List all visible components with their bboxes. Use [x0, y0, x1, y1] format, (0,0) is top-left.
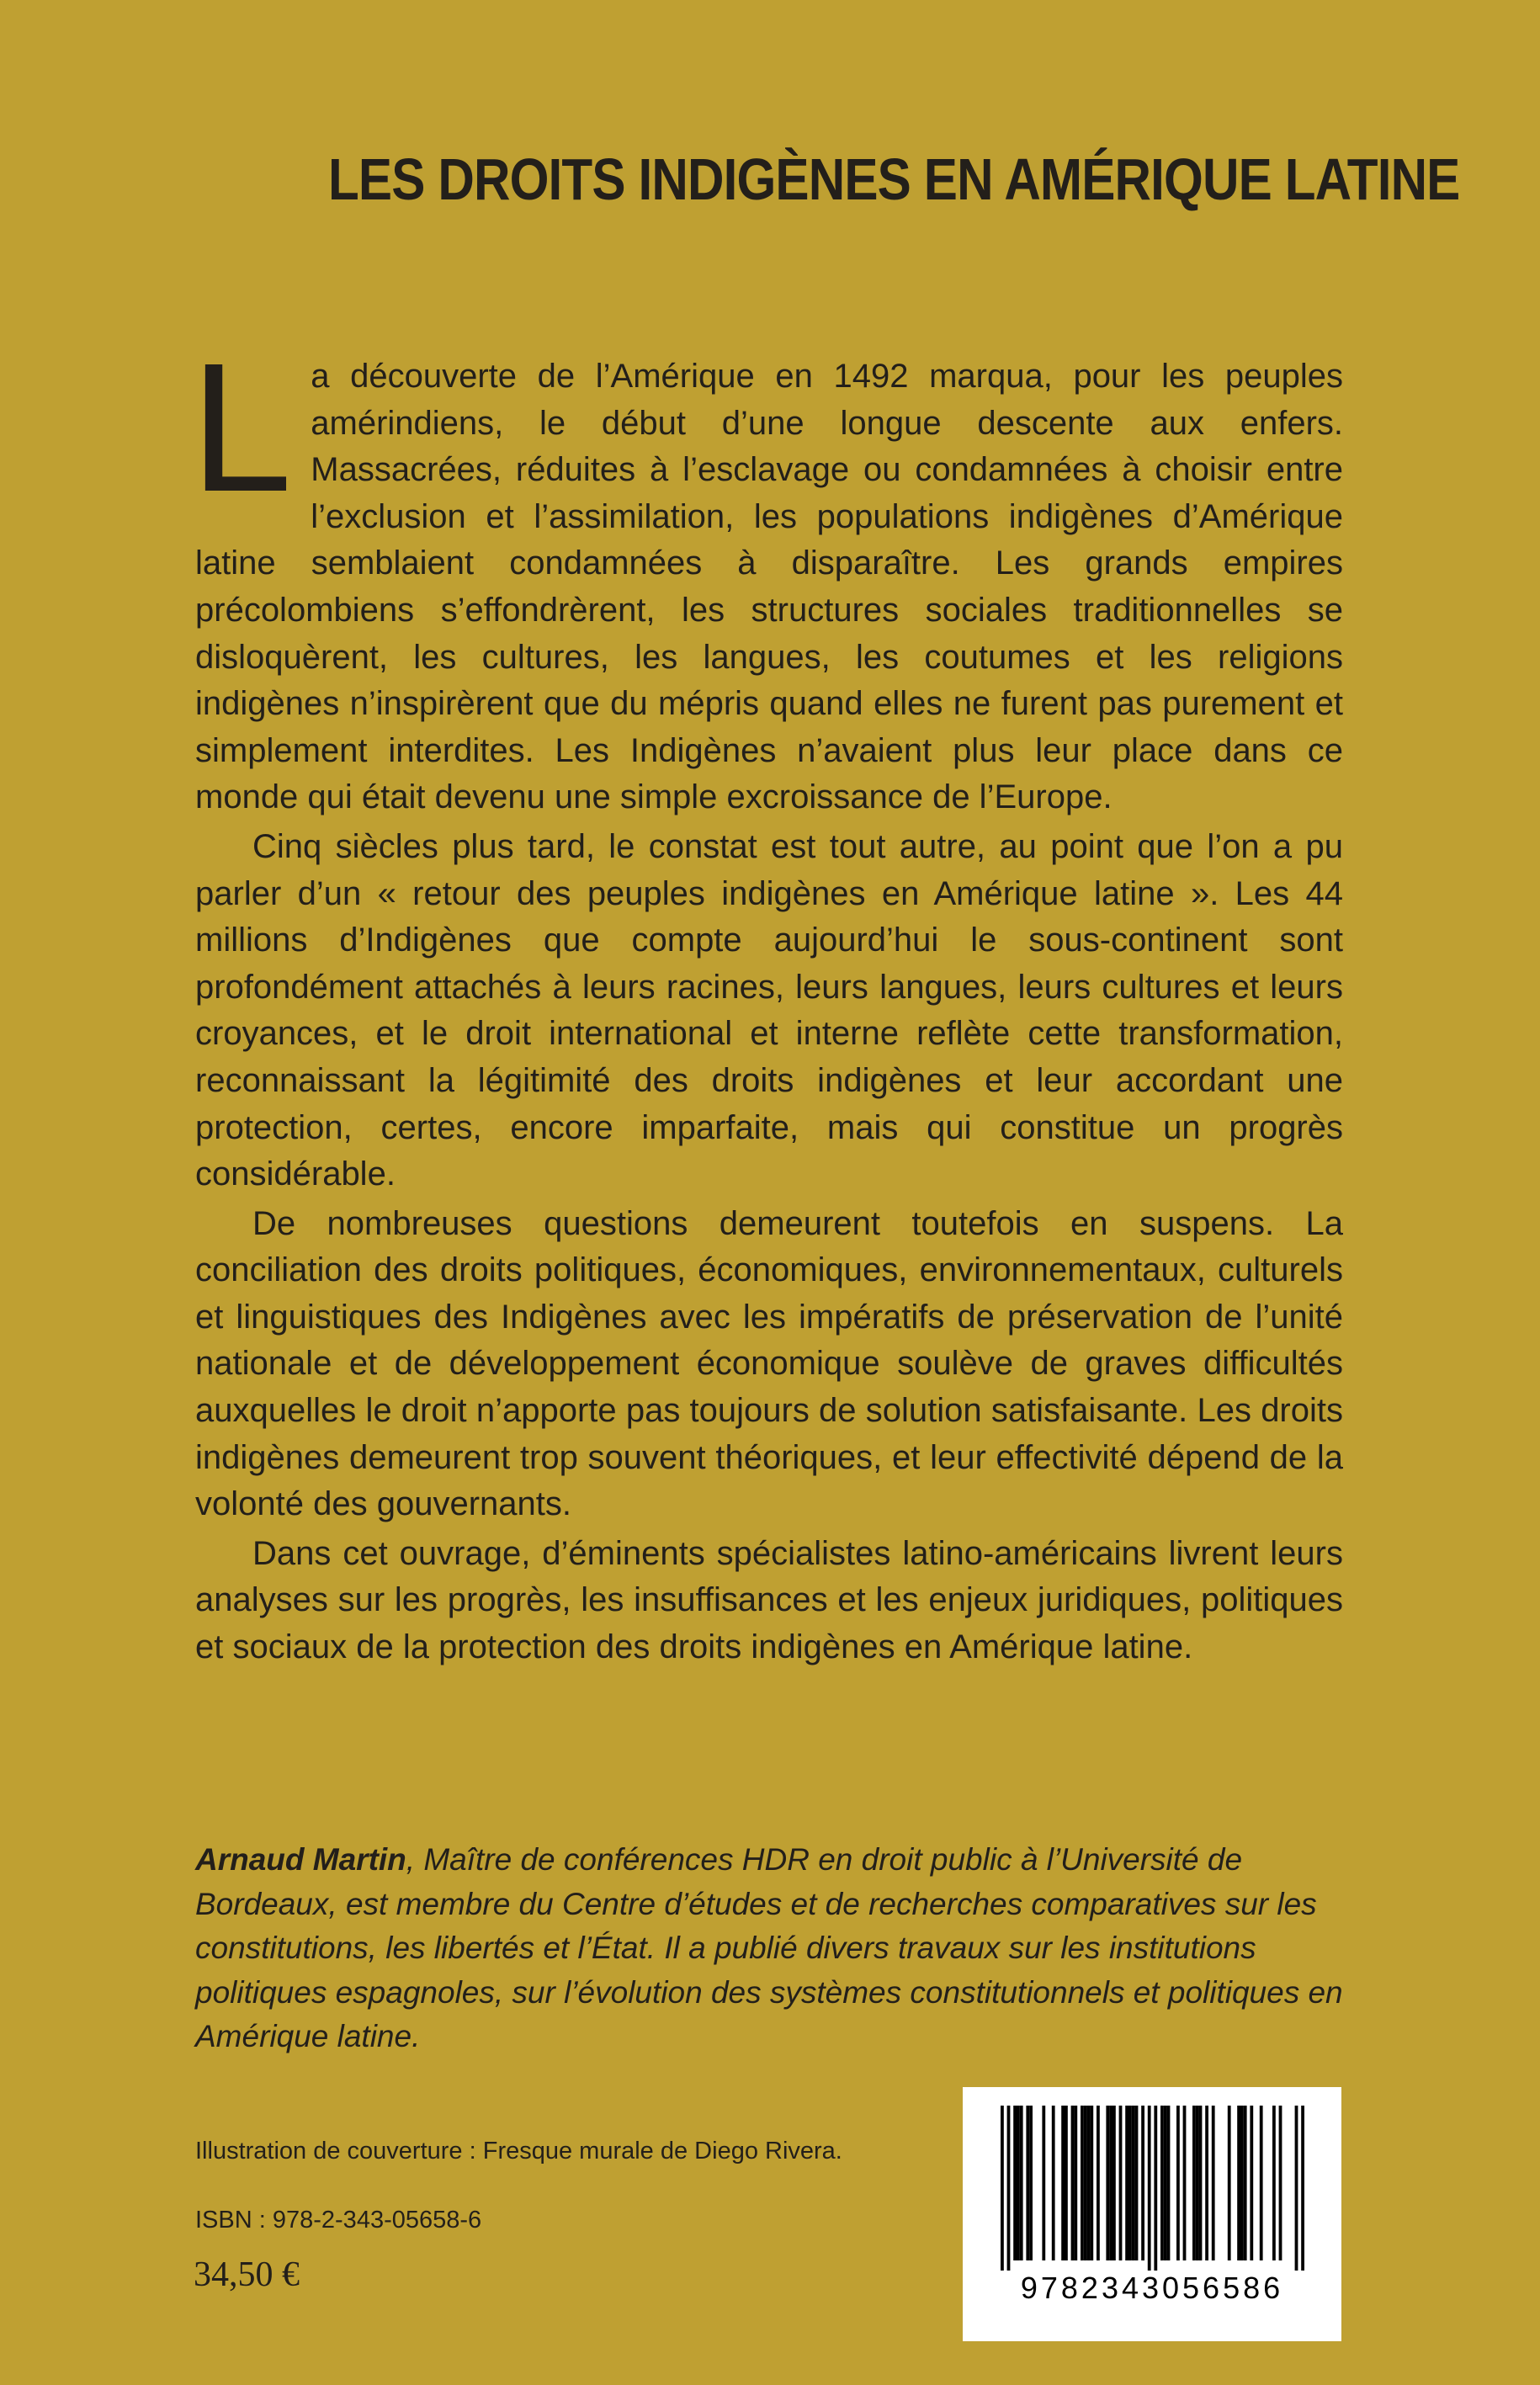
- barcode-bar: [1097, 2106, 1100, 2260]
- barcode-digits: 9782343056586: [1020, 2271, 1284, 2305]
- barcode: [963, 2087, 1341, 2341]
- author-bio-text: , Maître de conférences HDR en droit public à l’Université de Bordeaux, est membre du Centre d’études et de recherches comparatives sur les constitutions, les libertés et l’État. Il a publié divers travaux sur les institutions politiques espagnoles, sur l’évolution des systèmes constitutionnels et politiques en Amérique latine.: [195, 1842, 1343, 2053]
- barcode-bar: [1113, 2106, 1116, 2260]
- summary-paragraph-4: Dans cet ouvrage, d’éminents spécialistes latino-américains livrent leurs analyses sur les progrès, les insuffisances et les enjeux juridiques, politiques et sociaux de la protection des droits indigènes en Amérique latine.: [195, 1534, 1343, 1666]
- barcode-bar: [1084, 2106, 1087, 2260]
- barcode-bar: [1109, 2106, 1113, 2260]
- barcode-bar: [1176, 2106, 1180, 2260]
- barcode-bar: [1228, 2106, 1231, 2260]
- barcode-bars: [963, 2087, 1341, 2272]
- barcode-bar: [1081, 2106, 1084, 2260]
- barcode-bar: [1052, 2106, 1055, 2260]
- barcode-bar: [1295, 2106, 1298, 2271]
- barcode-bar: [1205, 2106, 1208, 2260]
- price: 34,50 €: [194, 2255, 300, 2294]
- barcode-bar: [1090, 2106, 1093, 2260]
- barcode-bar: [1128, 2106, 1132, 2260]
- barcode-bar: [1196, 2106, 1199, 2260]
- barcode-bar: [1212, 2106, 1215, 2260]
- barcode-bar: [1119, 2106, 1123, 2260]
- author-name: Arnaud Martin: [195, 1842, 406, 1877]
- barcode-bar: [1013, 2106, 1017, 2260]
- barcode-bar: [1074, 2106, 1077, 2260]
- barcode-bar: [1106, 2106, 1109, 2260]
- barcode-bar: [1167, 2106, 1171, 2260]
- barcode-bar: [1132, 2106, 1135, 2260]
- barcode-bar: [1183, 2106, 1187, 2260]
- barcode-bar: [1065, 2106, 1068, 2260]
- barcode-bar: [1007, 2106, 1011, 2271]
- barcode-bar: [1244, 2106, 1247, 2260]
- barcode-bar: [1071, 2106, 1075, 2260]
- summary-paragraph-1-text: a découverte de l’Amérique en 1492 marqua, pour les peuples amérindiens, le début d’une longue descente aux enfers. Massacrées, réduites à l’esclavage ou condamnées à choisir entre l’exclusion et l’assimilation, les populations indigènes d’Amérique latine semblaient condamnées à disparaître. Les grands empires précolombiens s’effondrèrent, les structures sociales traditionnelles se disloquèrent, les cultures, les langues, les coutumes et les religions indigènes n’inspirèrent que du mépris quand elles ne furent pas purement et simplement interdites. Les Indigènes n’avaient plus leur place dans ce monde qui était devenu une simple excroissance de l’Europe.: [195, 358, 1343, 816]
- barcode-bar: [1125, 2106, 1128, 2260]
- drop-cap-letter: L: [190, 326, 293, 530]
- barcode-bar: [1199, 2106, 1203, 2260]
- barcode-bar: [1154, 2106, 1157, 2271]
- barcode-bar: [1135, 2106, 1139, 2260]
- barcode-bar: [1087, 2106, 1091, 2260]
- barcode-bar: [1237, 2106, 1240, 2260]
- barcode-bar: [1029, 2106, 1033, 2260]
- barcode-bar: [1279, 2106, 1282, 2260]
- barcode-bar: [1164, 2106, 1167, 2260]
- barcode-bar: [1001, 2106, 1004, 2271]
- barcode-bar: [1141, 2106, 1144, 2260]
- book-title: LES DROITS INDIGÈNES EN AMÉRIQUE LATINE: [328, 146, 1460, 212]
- back-cover-summary: [190, 326, 1343, 1671]
- barcode-bar: [1192, 2106, 1196, 2260]
- barcode-bar: [1042, 2106, 1045, 2260]
- barcode-bar: [1250, 2106, 1253, 2260]
- summary-paragraph-3: De nombreuses questions demeurent toutefois en suspens. La conciliation des droits politiques, économiques, environnementaux, culturels et linguistiques des Indigènes avec les impératifs de préservation de l’unité nationale et de développement économique soulève de graves difficultés auxquelles le droit n’apporte pas toujours de solution satisfaisante. Les droits indigènes demeurent trop souvent théoriques, et leur effectivité dépend de la volonté des gouvernants.: [195, 1204, 1343, 1523]
- barcode-bar: [1301, 2106, 1304, 2271]
- barcode-bar: [1260, 2106, 1263, 2260]
- barcode-bar: [1240, 2106, 1244, 2260]
- barcode-bar: [1160, 2106, 1164, 2260]
- summary-paragraph-1: [190, 326, 1343, 821]
- author-bio: [195, 1838, 1343, 2059]
- barcode-bar: [1017, 2106, 1020, 2260]
- barcode-bar: [1148, 2106, 1151, 2271]
- summary-paragraph-2: Cinq siècles plus tard, le constat est tout autre, au point que l’on a pu parler d’un « retour des peuples indigènes en Amérique latine ». Les 44 millions d’Indigènes que compte aujourd’hui le sous-continent sont profondément attachés à leurs racines, leurs langues, leurs cultures et leurs croyances, et le droit international et interne reflète cette transformation, reconnaissant la légitimité des droits indigènes et leur accordant une protection, certes, encore imparfaite, mais qui constitue un progrès considérable.: [195, 827, 1343, 1193]
- barcode-bar: [1061, 2106, 1065, 2260]
- cover-illustration-credit: Illustration de couverture : Fresque murale de Diego Rivera.: [195, 2138, 842, 2165]
- isbn: ISBN : 978-2-343-05658-6: [195, 2207, 482, 2234]
- barcode-bar: [1272, 2106, 1276, 2260]
- barcode-bar: [1026, 2106, 1029, 2260]
- barcode-bar: [1020, 2106, 1023, 2260]
